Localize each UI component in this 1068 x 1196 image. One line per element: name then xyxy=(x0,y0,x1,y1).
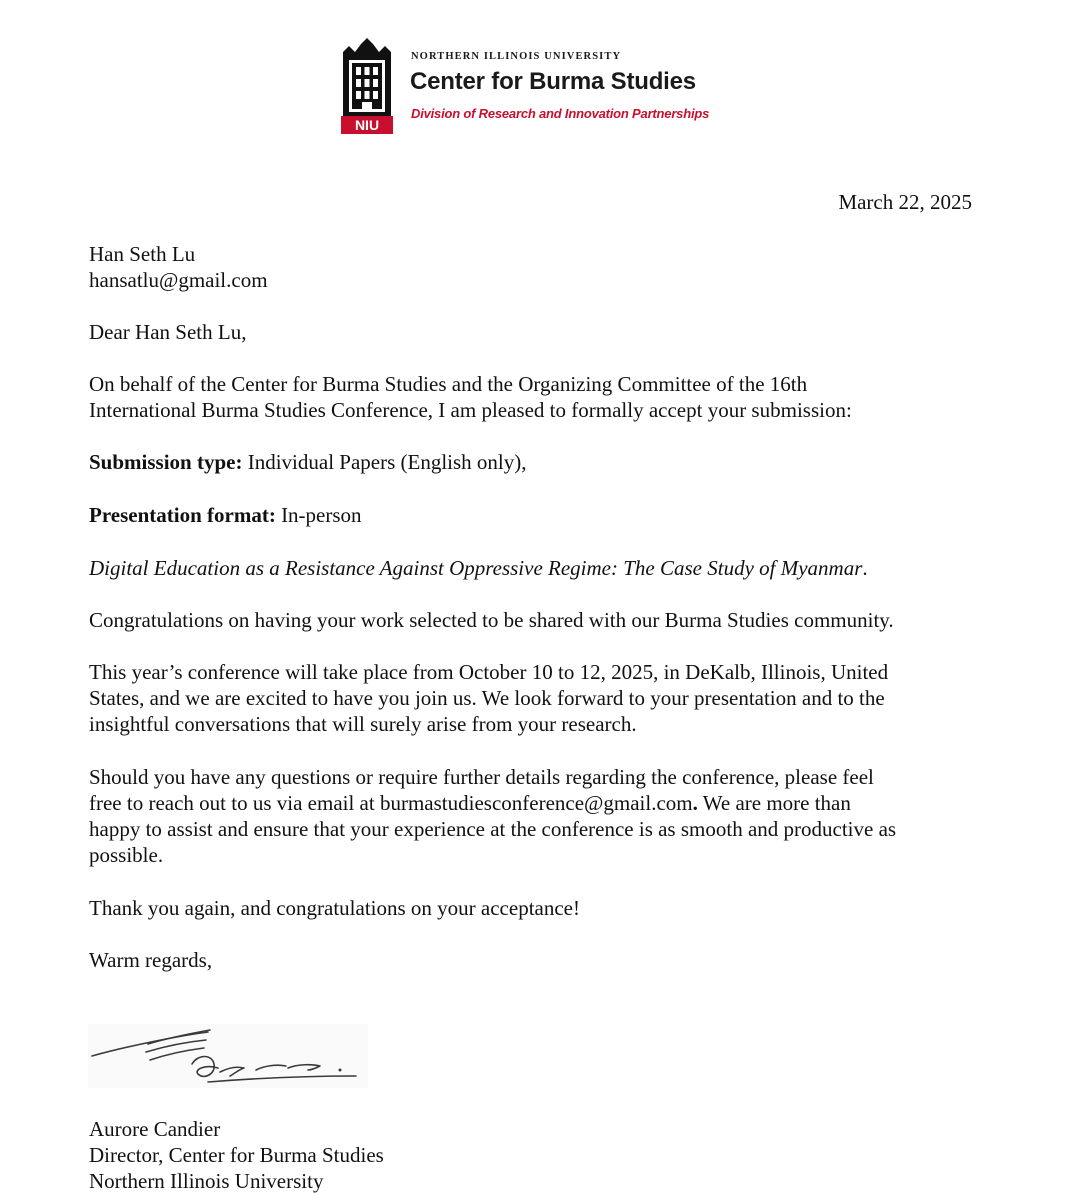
paper-title xyxy=(89,555,868,581)
recipient-email: hansatlu@gmail.com xyxy=(89,268,268,292)
questions-line: happy to assist and ensure that your experience at the conference is as smooth and productive as xyxy=(89,817,897,841)
signatory-name: Aurore Candier xyxy=(89,1117,221,1141)
niu-logo-icon xyxy=(340,38,394,134)
questions-line-tail: We are more than xyxy=(697,791,851,815)
closing: Warm regards, xyxy=(89,948,213,972)
submission-type-label: Submission type: xyxy=(89,450,243,474)
recipient-name: Han Seth Lu xyxy=(89,242,196,266)
thanks-line: Thank you again, and congratulations on your acceptance! xyxy=(89,896,580,920)
conference-line: States, and we are excited to have you join us. We look forward to your presentation and to the xyxy=(89,686,885,710)
signatory-institution: Northern Illinois University xyxy=(89,1169,324,1193)
center-name: Center for Burma Studies xyxy=(410,68,696,95)
presentation-format-label: Presentation format: xyxy=(89,503,276,527)
questions-line xyxy=(89,790,851,816)
intro-line: On behalf of the Center for Burma Studies and the Organizing Committee of the 16th xyxy=(89,372,808,396)
presentation-format xyxy=(89,502,362,528)
contact-email-text: free to reach out to us via email at burmastudiesconference@gmail.com xyxy=(89,791,693,815)
conference-line: insightful conversations that will surely arise from your research. xyxy=(89,712,637,736)
paper-title-period: . xyxy=(862,556,868,580)
logo-text: NIU xyxy=(354,117,380,133)
presentation-format-value: In-person xyxy=(275,503,362,527)
submission-type-value: Individual Papers (English only), xyxy=(242,450,527,474)
conference-line: This year’s conference will take place from October 10 to 12, 2025, in DeKalb, Illinois, United xyxy=(89,660,889,684)
letterhead xyxy=(340,38,760,138)
salutation: Dear Han Seth Lu, xyxy=(89,320,247,344)
letter-date: March 22, 2025 xyxy=(838,190,972,214)
division-name: Division of Research and Innovation Partnerships xyxy=(411,106,710,121)
bold-period: . xyxy=(692,791,698,815)
signatory-title: Director, Center for Burma Studies xyxy=(89,1143,384,1167)
congratulations-paragraph: Congratulations on having your work selected to be shared with our Burma Studies community. xyxy=(89,608,894,632)
university-name: NORTHERN ILLINOIS UNIVERSITY xyxy=(411,51,622,62)
intro-line: International Burma Studies Conference, I am pleased to formally accept your submission: xyxy=(89,398,852,422)
questions-line: Should you have any questions or require further details regarding the conference, please feel xyxy=(89,765,874,789)
handwritten-signature xyxy=(88,1024,368,1088)
paper-title-text: Digital Education as a Resistance Against Oppressive Regime: The Case Study of Myanmar xyxy=(89,556,863,580)
questions-line: possible. xyxy=(89,843,164,867)
submission-type xyxy=(89,449,527,475)
